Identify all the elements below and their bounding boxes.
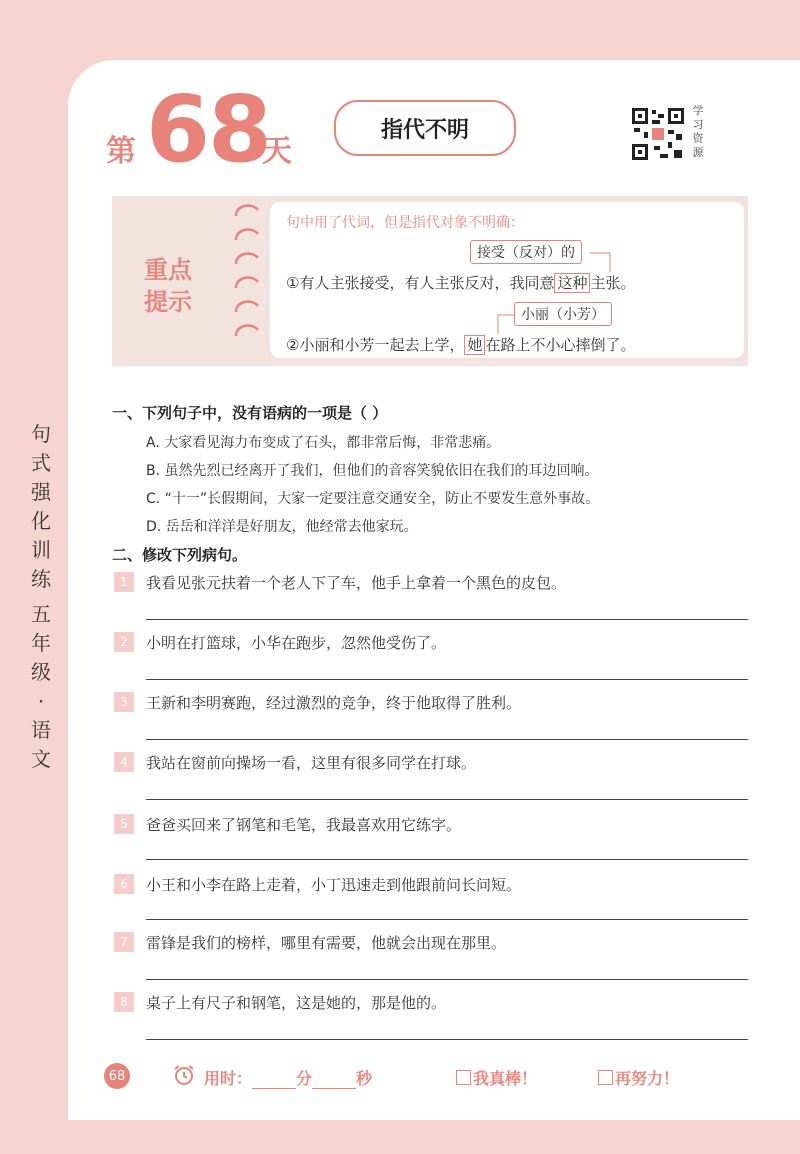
bottom-band — [0, 1120, 800, 1154]
lesson-title-text: 指代不明 — [380, 117, 469, 143]
sidebar-series-title: 句 式 强 化 训 练 — [31, 422, 51, 591]
option-d[interactable]: D. 岳岳和洋洋是好朋友，他经常去他家玩。 — [146, 519, 418, 535]
item-sentence: 小明在打篮球，小华在跑步，忽然他受伤了。 — [146, 634, 447, 652]
day-prefix: 第 — [106, 134, 136, 169]
tip-example-2: ②小丽和小芳一起去上学， 她 在路上不小心摔倒了。 — [286, 336, 636, 354]
item-number: 8 — [114, 992, 134, 1012]
option-c[interactable]: C. “十一”长假期间，大家一定要注意交通安全，防止不要发生意外事故。 — [146, 491, 600, 507]
item-number: 2 — [114, 632, 134, 652]
day-number: 68 — [146, 76, 271, 183]
answer-line[interactable] — [146, 979, 748, 980]
answer-line[interactable] — [146, 619, 748, 620]
sidebar-grade-subject: 五 年 级 · 语 文 — [31, 602, 51, 771]
answer-line[interactable] — [146, 679, 748, 680]
day-suffix: 天 — [262, 134, 292, 169]
qr-code-icon[interactable] — [630, 106, 686, 162]
item-number: 7 — [114, 932, 134, 952]
item-number: 5 — [114, 814, 134, 834]
option-b[interactable]: B. 虽然先烈已经离开了我们，但他们的音容笑貌依旧在我们的耳边回响。 — [146, 463, 599, 479]
answer-line[interactable] — [146, 919, 748, 920]
item-sentence: 小王和小李在路上走着，小丁迅速走到他跟前问长问短。 — [146, 876, 522, 894]
item-number: 3 — [114, 692, 134, 712]
item-number: 1 — [114, 572, 134, 592]
minutes-blank[interactable] — [252, 1072, 296, 1089]
tip-label: 重点 提示 — [144, 255, 192, 316]
qr-caption: 学 习 资 源 — [692, 104, 704, 159]
item-number: 6 — [114, 874, 134, 894]
item-sentence: 雷锋是我们的榜样，哪里有需要，他就会出现在那里。 — [146, 934, 507, 952]
section1-title: 一、下列句子中，没有语病的一项是（ ） — [112, 404, 388, 422]
time-field: 用时： 分 秒 — [204, 1069, 373, 1088]
item-sentence: 桌子上有尺子和钢笔，这是她的，那是他的。 — [146, 994, 447, 1012]
option-a[interactable]: A. 大家看见海力布变成了石头，都非常后悔，非常悲痛。 — [146, 435, 501, 451]
answer-line[interactable] — [146, 739, 748, 740]
section2-title: 二、修改下列病句。 — [112, 546, 248, 564]
great-checkbox[interactable]: 我真棒！ — [456, 1066, 537, 1089]
item-sentence: 王新和李明赛跑，经过激烈的竞争，终于他取得了胜利。 — [146, 694, 522, 712]
ex1-connector — [590, 252, 620, 274]
answer-line[interactable] — [146, 859, 748, 860]
checkbox-icon[interactable] — [456, 1070, 471, 1085]
ex2-annotation: 小丽（小芳） — [514, 302, 612, 326]
try-checkbox[interactable]: 再努力！ — [598, 1066, 679, 1089]
binder-rings-icon — [228, 198, 272, 362]
tip-intro: 句中用了代词，但是指代对象不明确： — [286, 215, 524, 231]
ex1-boxed-pronoun: 这种 — [554, 273, 590, 293]
item-sentence: 我看见张元扶着一个老人下了车，他手上拿着一个黑色的皮包。 — [146, 574, 567, 592]
ex1-annotation: 接受（反对）的 — [470, 240, 582, 264]
item-sentence: 爸爸买回来了钢笔和毛笔，我最喜欢用它练字。 — [146, 816, 462, 834]
page-number: 68 — [104, 1063, 130, 1089]
alarm-clock-icon — [172, 1063, 196, 1087]
item-number: 4 — [114, 752, 134, 772]
ex2-connector — [496, 314, 520, 336]
tip-example-1: ①有人主张接受，有人主张反对，我同意 这种 主张。 — [286, 274, 636, 292]
answer-line[interactable] — [146, 1039, 748, 1040]
seconds-blank[interactable] — [312, 1072, 356, 1089]
checkbox-icon[interactable] — [598, 1070, 613, 1085]
ex2-boxed-pronoun: 她 — [464, 335, 485, 355]
answer-line[interactable] — [146, 799, 748, 800]
item-sentence: 我站在窗前向操场一看，这里有很多同学在打球。 — [146, 754, 477, 772]
lesson-title — [334, 100, 516, 156]
